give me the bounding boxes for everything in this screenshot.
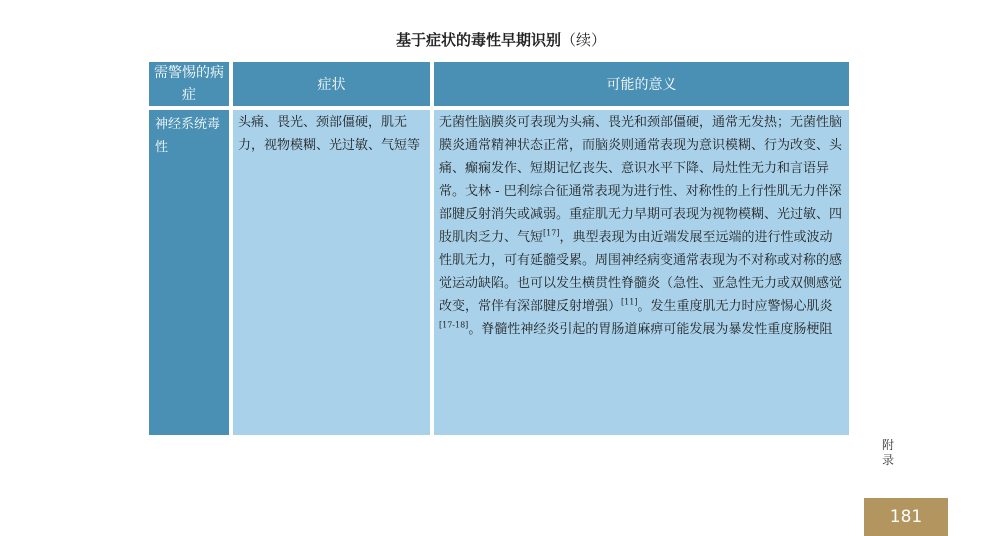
significance-text-1: 无菌性脑膜炎可表现为头痛、畏光和颈部僵硬，通常无发热；无菌性脑膜炎通常精神状态正常，而脑炎则通常表现为意识模糊、行为改变、头痛、癫痫发作、短期记忆丧失、意识水平下降、局灶性无力和言语异常。戈林 - 巴利综合征通常表现为进行性、对称性的上行性肌无力伴深部腱反射消失或减弱。重症肌无力早期可表现为视物模糊、光过敏、四肢肌肉乏力、气短	[439, 115, 843, 245]
row-category: 神经系统毒性	[149, 110, 229, 435]
header-symptoms: 症状	[233, 62, 430, 106]
row-symptoms: 头痛、畏光、颈部僵硬，肌无力，视物模糊、光过敏、气短等	[233, 110, 430, 435]
table-row	[149, 110, 849, 435]
page-number: 181	[864, 498, 948, 536]
symptom-table	[145, 58, 853, 439]
citation-ref-3: [17-18]	[439, 320, 469, 330]
row-significance	[434, 110, 849, 435]
significance-text-2: ，典型表现为由近端发展至远端的进行性或波动性肌无力，可有延髓受累。周围神经病变通常表现为不对称或对称的感觉运动缺陷。也可以发生横贯性脊髓炎（急性、亚急性无力或双侧感觉改变，常伴有深部腱反射增强）	[439, 230, 843, 314]
significance-text-4: 。脊髓性神经炎引起的胃肠道麻痹可能发展为暴发性重度肠梗阻	[468, 322, 833, 337]
table-title-suffix: （续）	[561, 31, 607, 49]
appendix-side-tab: 附录	[881, 438, 894, 467]
citation-ref-2: [11]	[621, 297, 638, 307]
table-title	[0, 29, 1002, 50]
citation-ref-1: [17]	[543, 228, 560, 238]
header-condition: 需警惕的病症	[149, 62, 229, 106]
significance-text-3: 。发生重度肌无力时应警惕心肌炎	[637, 299, 833, 314]
table-header-row	[149, 62, 849, 106]
header-significance: 可能的意义	[434, 62, 849, 106]
table-title-text: 基于症状的毒性早期识别	[395, 31, 561, 49]
